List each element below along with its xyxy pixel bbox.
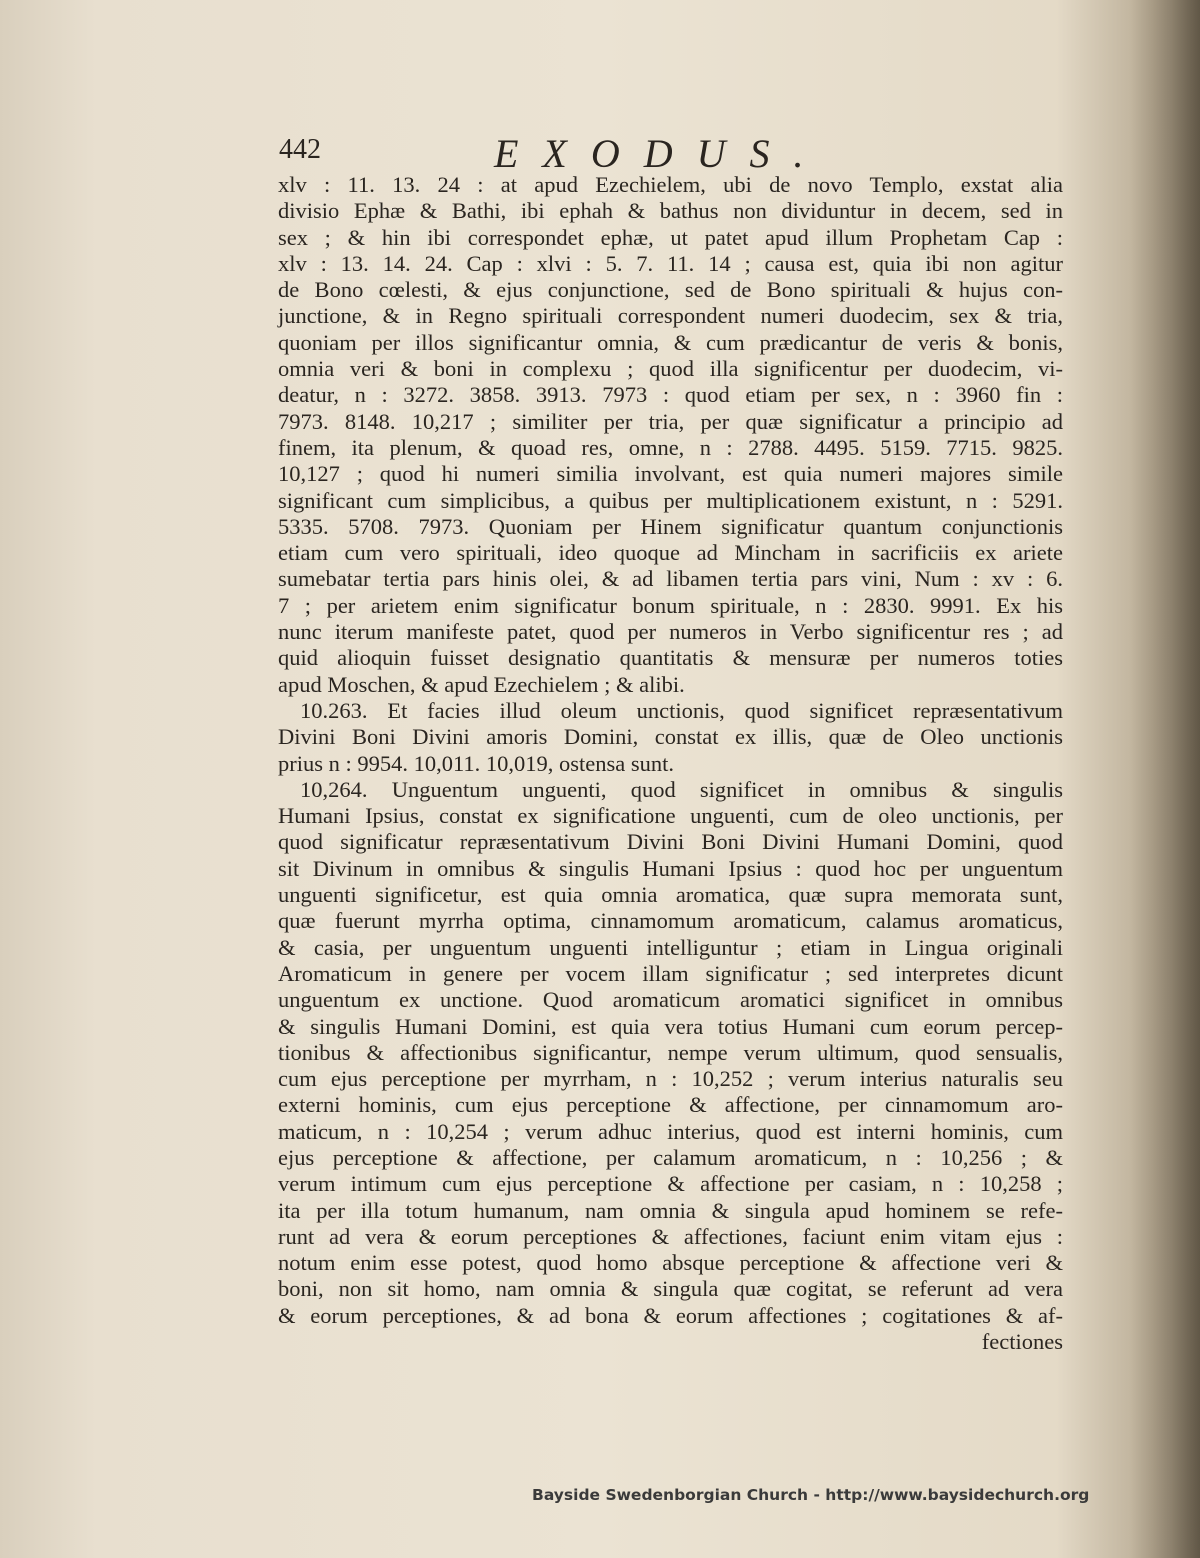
text-line: significant cum simplicibus, a quibus per multiplicationem existunt, n : 5291. — [278, 487, 1063, 513]
text-line: xlv : 13. 14. 24. Cap : xlvi : 5. 7. 11. 14 ; causa est, quia ibi non agitur — [278, 250, 1063, 276]
text-line: boni, non sit homo, nam omnia & singula quæ cogitat, se referunt ad vera — [278, 1276, 1063, 1302]
page-header — [279, 130, 1059, 174]
text-line: maticum, n : 10,254 ; verum adhuc interius, quod est interni hominis, cum — [278, 1118, 1063, 1144]
text-line: & casia, per unguentum unguenti intelliguntur ; etiam in Lingua originali — [278, 934, 1063, 960]
text-line: sex ; & hin ibi correspondet ephæ, ut patet apud illum Prophetam Cap : — [278, 224, 1063, 250]
paragraph-start-line: 10,264. Unguentum unguenti, quod significet in omnibus & singulis — [300, 776, 1063, 802]
paragraph-start-line: 10.263. Et facies illud oleum unctionis, quod significet repræsentativum — [300, 697, 1063, 723]
text-line: ita per illa totum humanum, nam omnia & singula apud hominem se refe- — [278, 1197, 1063, 1223]
text-line: deatur, n : 3272. 3858. 3913. 7973 : quod etiam per sex, n : 3960 fin : — [278, 382, 1063, 408]
text-line: Divini Boni Divini amoris Domini, constat ex illis, quæ de Oleo unctionis — [278, 724, 1063, 750]
text-line: 5335. 5708. 7973. Quoniam per Hinem significatur quantum conjunctionis — [278, 513, 1063, 539]
text-line: sumebatar tertia pars hinis olei, & ad libamen tertia pars vini, Num : xv : 6. — [278, 566, 1063, 592]
text-line: de Bono cœlesti, & ejus conjunctione, sed de Bono spirituali & hujus con- — [278, 277, 1063, 303]
text-line: finem, ita plenum, & quoad res, omne, n : 2788. 4495. 5159. 7715. 9825. — [278, 434, 1063, 460]
text-line: Aromaticum in genere per vocem illam significatur ; sed interpretes dicunt — [278, 960, 1063, 986]
text-line: 10,127 ; quod hi numeri similia involvant, est quia numeri majores simile — [278, 461, 1063, 487]
text-line: sit Divinum in omnibus & singulis Humani Ipsius : quod hoc per unguentum — [278, 855, 1063, 881]
text-line: junctione, & in Regno spirituali correspondent numeri duodecim, sex & tria, — [278, 303, 1063, 329]
text-line: quæ fuerunt myrrha optima, cinnamomum aromaticum, calamus aromaticus, — [278, 908, 1063, 934]
text-line: quod significatur repræsentativum Divini Boni Divini Humani Domini, quod — [278, 829, 1063, 855]
text-line: apud Moschen, & apud Ezechielem ; & alibi. — [278, 671, 685, 697]
running-title: EXODUS. — [494, 131, 828, 176]
text-line: xlv : 11. 13. 24 : at apud Ezechielem, ubi de novo Templo, exstat alia — [278, 172, 1063, 197]
text-line: 7973. 8148. 10,217 ; similiter per tria, per quæ significatur a principio ad — [278, 408, 1063, 434]
text-line: tionibus & affectionibus significantur, nempe verum ultimum, quod sensualis, — [278, 1039, 1063, 1065]
body-text — [278, 172, 1063, 1355]
text-line: unguentum ex unctione. Quod aromaticum aromatici significet in omnibus — [278, 987, 1063, 1013]
text-line: divisio Ephæ & Bathi, ibi ephah & bathus non dividuntur in decem, sed in — [278, 198, 1063, 224]
text-line: ejus perceptione & affectione, per calamum aromaticum, n : 10,256 ; & — [278, 1144, 1063, 1170]
text-line: prius n : 9954. 10,011. 10,019, ostensa sunt. — [278, 750, 675, 776]
text-line: & eorum perceptiones, & ad bona & eorum affectiones ; cogitationes & af- — [278, 1302, 1063, 1328]
text-line: etiam cum vero spirituali, ideo quoque ad Mincham in sacrificiis ex ariete — [278, 540, 1063, 566]
text-line: verum intimum cum ejus perceptione & affectione per casiam, n : 10,258 ; — [278, 1171, 1063, 1197]
text-line: omnia veri & boni in complexu ; quod illa significentur per duodecim, vi- — [278, 356, 1063, 382]
text-line: & singulis Humani Domini, est quia vera totius Humani cum eorum percep- — [278, 1013, 1063, 1039]
text-line: unguenti significetur, est quia omnia aromatica, quæ supra memorata sunt, — [278, 882, 1063, 908]
text-line: 7 ; per arietem enim significatur bonum spirituale, n : 2830. 9991. Ex his — [278, 592, 1063, 618]
text-line: quoniam per illos significantur omnia, & cum prædicantur de veris & bonis, — [278, 329, 1063, 355]
text-line: Humani Ipsius, constat ex significatione unguenti, cum de oleo unctionis, per — [278, 803, 1063, 829]
page-gutter-shadow — [1130, 0, 1200, 1558]
source-watermark: Bayside Swedenborgian Church - http://www.baysidechurch.org — [532, 1486, 1090, 1504]
text-line: runt ad vera & eorum perceptiones & affectiones, faciunt enim vitam ejus : — [278, 1223, 1063, 1249]
text-line: quid alioquin fuisset designatio quantitatis & mensuræ per numeros toties — [278, 645, 1063, 671]
text-line: externi hominis, cum ejus perceptione & affectione, per cinnamomum aro- — [278, 1092, 1063, 1118]
page-number: 442 — [279, 134, 321, 165]
text-line: nunc iterum manifeste patet, quod per numeros in Verbo significentur res ; ad — [278, 619, 1063, 645]
text-line: notum enim esse potest, quod homo absque perceptione & affectione veri & — [278, 1250, 1063, 1276]
text-line: cum ejus perceptione per myrrham, n : 10,252 ; verum interius naturalis seu — [278, 1066, 1063, 1092]
catchword: fectiones — [981, 1329, 1063, 1355]
